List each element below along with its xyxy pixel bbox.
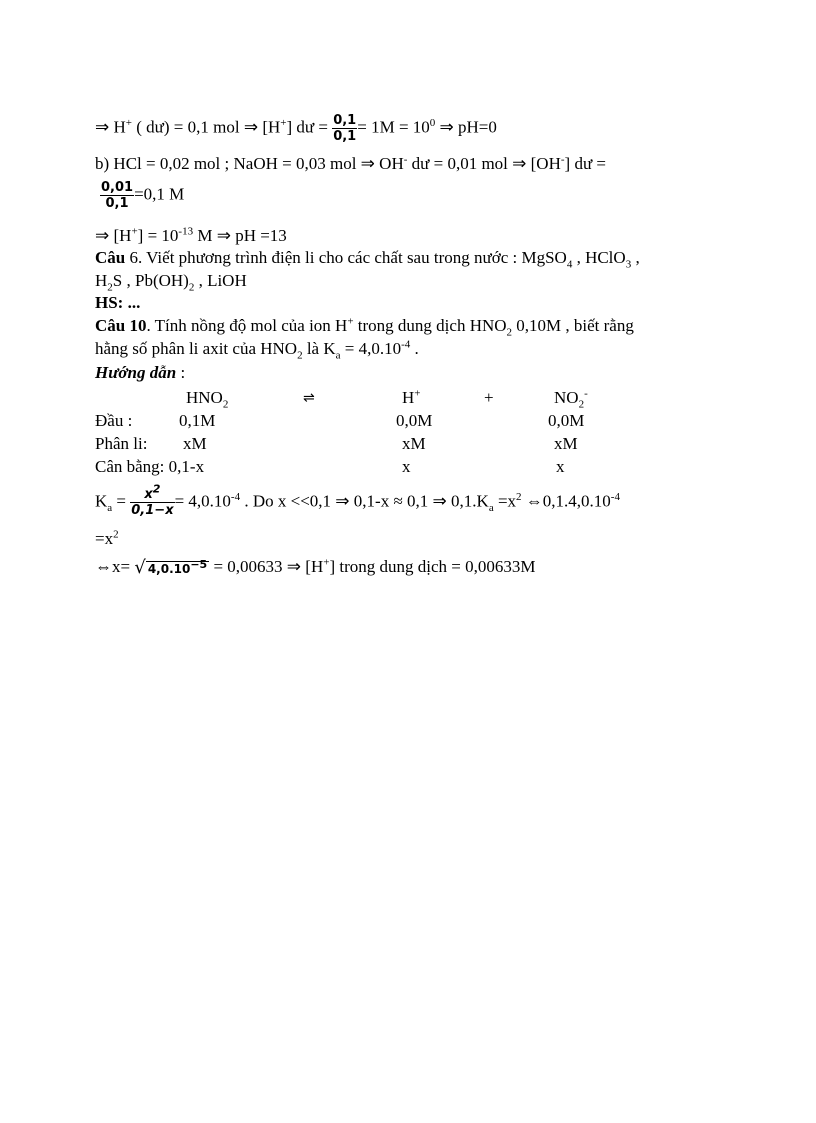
species-h-plus: H+ (402, 387, 421, 407)
question-10-cont: hằng số phân li axit của $HNO_2$ là $K_a = 4,0.10^{-4}$ . (95, 338, 419, 362)
table-cell: xM (554, 434, 578, 453)
row-label: Cân bằng: 0,1-x (95, 457, 205, 476)
equilibrium-arrow-icon: ⇌ (303, 390, 315, 406)
square-root: √ $4,0.10^{-5}$ (134, 556, 208, 578)
table-cell: 0,0M (548, 411, 585, 430)
table-cell: xM (402, 434, 426, 453)
line-ph-13: ⇒ $[H^+] = 10^{-13}$ M ⇒ pH =13 (95, 225, 287, 245)
hs-answer: HS: ... (95, 293, 141, 312)
table-cell: 0,0M (396, 411, 433, 430)
radical-icon: √ (134, 556, 146, 578)
table-cell: x (402, 457, 411, 476)
species-hno2: $HNO_2$ (186, 388, 229, 411)
row-label: Đầu : (95, 411, 133, 430)
final-result: ⇔x= √ $4,0.10^{-5} = 0,00633$ ⇒ [H+] trong dung dịch = 0,00633M (95, 556, 536, 578)
guide-heading: Hướng dẫn : (95, 363, 186, 382)
table-cell: xM (183, 434, 207, 453)
eq-continuation: $=x^2$ (95, 528, 119, 548)
line-oh-fraction: $\frac{0,01}{0,1}$ =0,1 M (101, 180, 185, 211)
line-h-excess: ⇒ H+ ( dư) = 0,1 mol ⇒ [H+] dư = $\frac{0,1}{0,1}$ = $1M = 10^0$ ⇒ pH=0 (95, 113, 497, 144)
line-part-b: b) HCl = 0,02 mol ; NaOH = 0,03 mol ⇒ OH- dư = 0,01 mol ⇒ [OH-] dư = (95, 153, 606, 173)
fraction: $\frac{0,1}{0,1}$ (333, 113, 357, 144)
question-6-cont: $H_2S$ , $Pb(OH)_2$ , LiOH (95, 271, 247, 294)
table-cell: x (556, 457, 565, 476)
fraction: $\frac{0,01}{0,1}$ (101, 180, 134, 211)
row-label: Phân li: (95, 434, 148, 453)
species-no2-minus: $NO_2^-$ (554, 387, 588, 411)
table-cell: 0,1M (179, 411, 216, 430)
question-6: Câu 6. Viết phương trình điện li cho các chất sau trong nước : MgSO$_4$ , HClO$_3$ , (95, 248, 640, 271)
fraction: $\frac{x^2}{0,1-x}$ (131, 482, 174, 518)
plus-sign: + (484, 388, 494, 407)
question-10: Câu 10. Tính nồng độ mol của ion H+ trong dung dịch $HNO_2$ 0,10M , biết rằng (95, 315, 634, 339)
ka-expression: $K_a$ = $\frac{x^2}{0,1-x}$ = $4,0.10^{-4}$ . Do x <<0,1 ⇒ 0,1-x ≈ 0,1 ⇒ $0,1.K_a =x^2$ $\Leftrightarrow 0,1.4,0.10^{-4}$ (95, 482, 620, 518)
